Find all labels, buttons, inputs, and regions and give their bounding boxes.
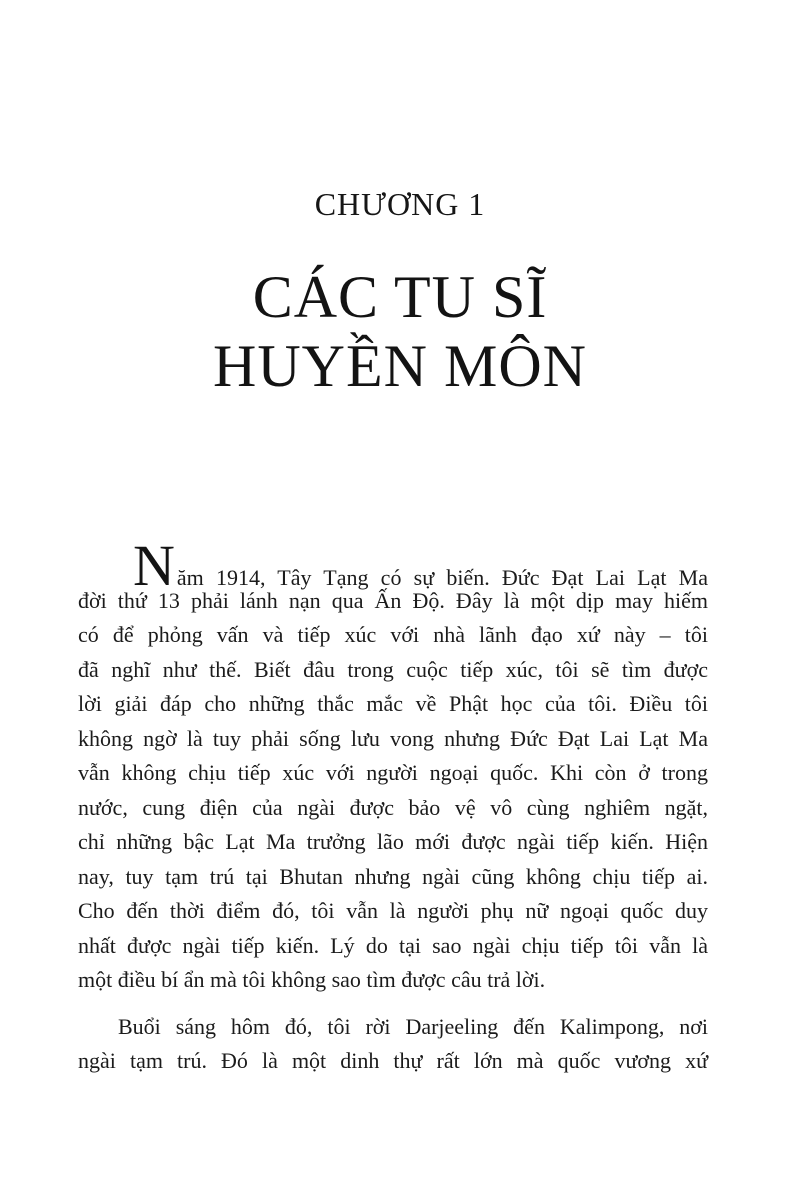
chapter-title-line-2: HUYỀN MÔN xyxy=(213,333,587,399)
text-line: đời thứ 13 phải lánh nạn qua Ấn Độ. Đây là một dịp may hiếm xyxy=(78,587,708,613)
text-line: Cho đến thời điểm đó, tôi vẫn là người phụ nữ ngoại quốc duy xyxy=(78,898,708,923)
text-line: nhất được ngài tiếp kiến. Lý do tại sao ngài chịu tiếp tôi vẫn là xyxy=(78,932,708,958)
text-line: đã nghĩ như thế. Biết đâu trong cuộc tiếp xúc, tôi sẽ tìm được xyxy=(78,656,708,682)
paragraph xyxy=(78,1010,708,1079)
text-line: ngài tạm trú. Đó là một dinh thự rất lớn mà quốc vương xứ xyxy=(78,1048,708,1073)
drop-cap-letter: N xyxy=(133,533,175,598)
chapter-title xyxy=(0,263,800,401)
chapter-label: CHƯƠNG 1 xyxy=(314,186,486,222)
text-line: chỉ những bậc Lạt Ma trưởng lão mới được ngài tiếp kiến. Hiện xyxy=(78,829,708,854)
paragraph xyxy=(78,533,708,998)
text-line: một điều bí ẩn mà tôi không sao tìm được câu trả lời. xyxy=(78,967,546,992)
chapter-title-line-1: CÁC TU SĨ xyxy=(252,264,548,330)
text-line: Năm 1914, Tây Tạng có sự biến. Đức Đạt Lai Lạt Ma xyxy=(133,533,708,598)
text-line: Buổi sáng hôm đó, tôi rời Darjeeling đến Kalimpong, nơi xyxy=(118,1013,708,1039)
text-line: không ngờ là tuy phải sống lưu vong nhưng Đức Đạt Lai Lạt Ma xyxy=(78,725,708,751)
text-line: lời giải đáp cho những thắc mắc về Phật học của tôi. Điều tôi xyxy=(78,691,708,716)
text-line: có để phỏng vấn và tiếp xúc với nhà lãnh đạo xứ này – tôi xyxy=(78,622,708,647)
body-text xyxy=(78,533,708,1079)
text-line: nay, tuy tạm trú tại Bhutan nhưng ngài cũng không chịu tiếp ai. xyxy=(78,863,708,889)
text-line: nước, cung điện của ngài được bảo vệ vô cùng nghiêm ngặt, xyxy=(78,794,708,820)
text-line: vẫn không chịu tiếp xúc với người ngoại quốc. Khi còn ở trong xyxy=(78,760,708,785)
